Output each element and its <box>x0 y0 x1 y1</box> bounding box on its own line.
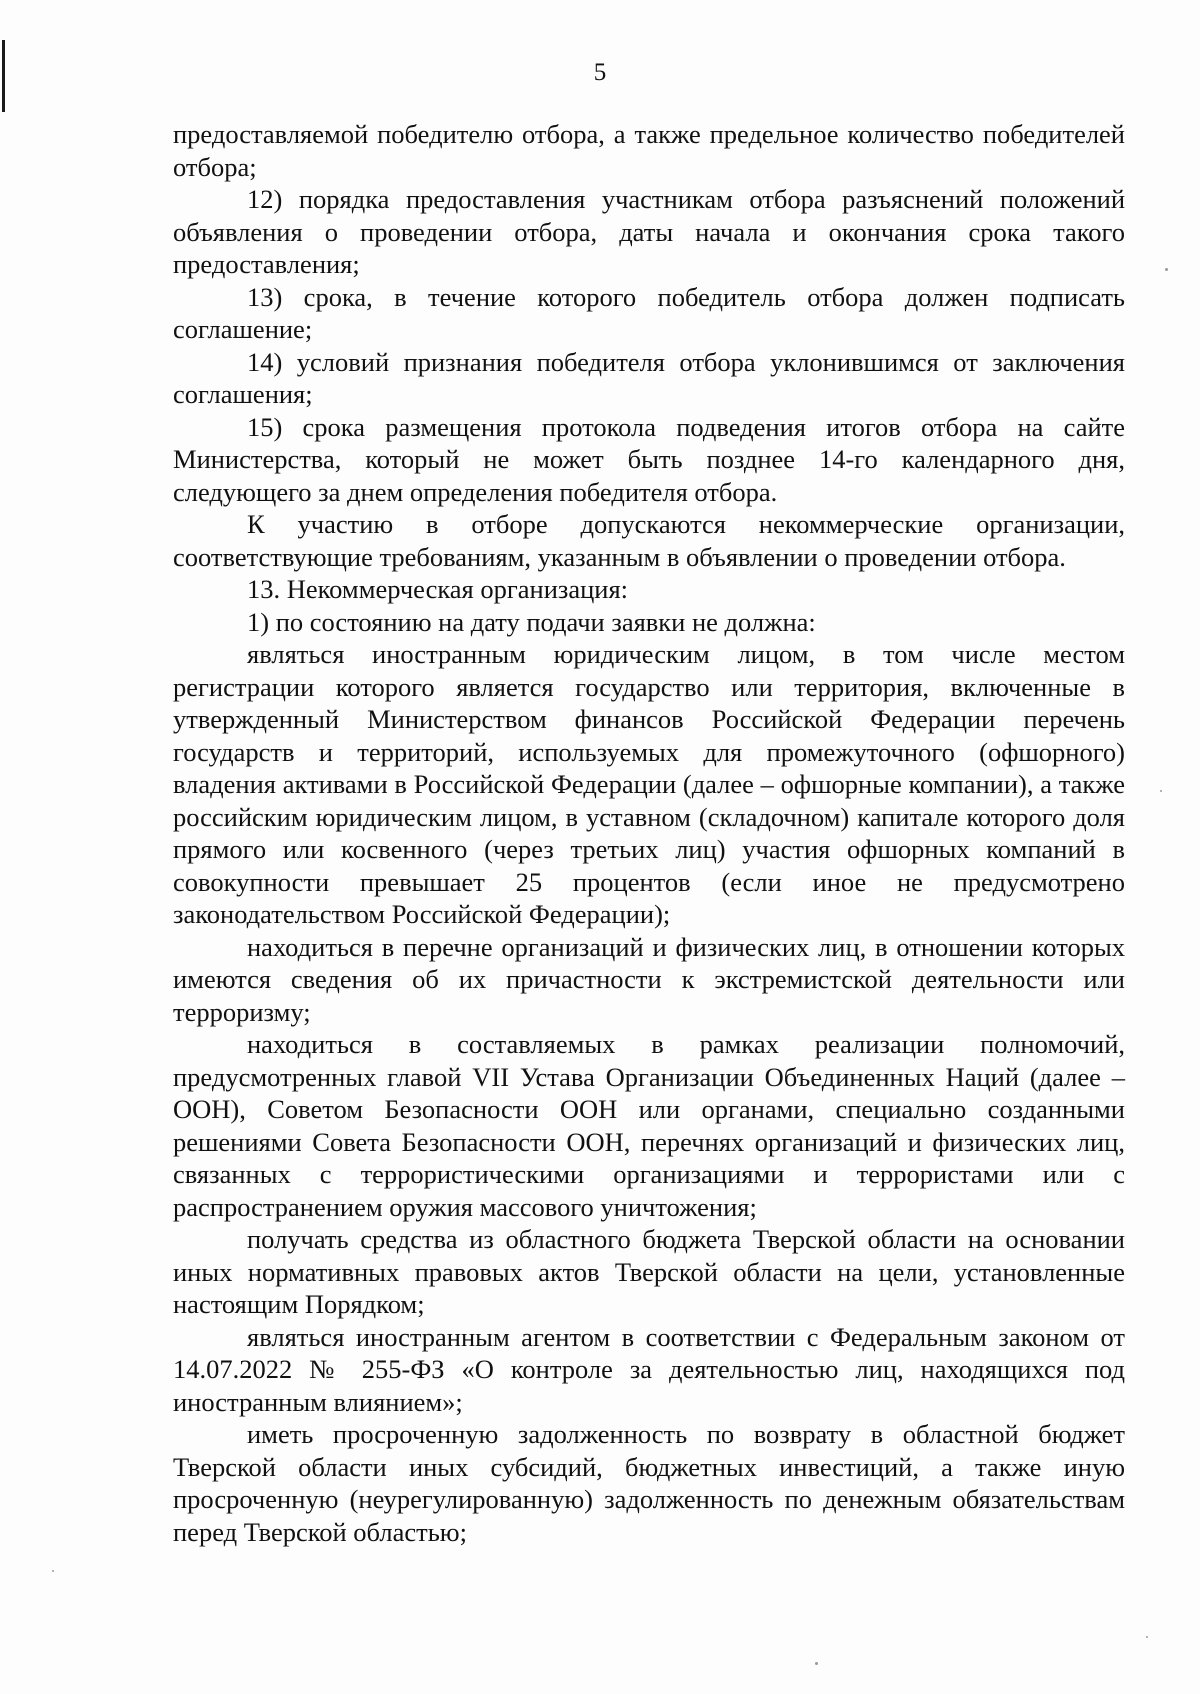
subsection-1-heading: 1) по состоянию на дату подачи заявки не должна: <box>247 606 816 637</box>
paragraph-item-15: 15) срока размещения протокола подведения итогов отбора на сайте Министерства, который не может быть позднее 14-го календарного дня, следующего за днем определения победителя отбора. <box>173 411 1125 507</box>
scan-speck <box>815 1662 818 1665</box>
paragraph-item-12: 12) порядка предоставления участникам отбора разъяснений положений объявления о проведении отбора, даты начала и окончания срока такого предоставления; <box>173 184 1125 279</box>
scan-speck <box>1146 1636 1148 1638</box>
scan-speck <box>1160 790 1162 792</box>
document-body <box>173 118 1125 1548</box>
section-13-heading: 13. Некоммерческая организация: <box>247 574 629 604</box>
requirement-foreign-agent: являться иностранным агентом в соответствии с Федеральным законом от 14.07.2022 № 255-ФЗ «О контроле за деятельностью лиц, находящихся под иностранным влиянием»; <box>173 1321 1125 1417</box>
paragraph-item-13: 13) срока, в течение которого победитель отбора должен подписать соглашение; <box>173 281 1125 344</box>
requirement-overdue-debt: иметь просроченную задолженность по возврату в областной бюджет Тверской области иных субсидий, бюджетных инвестиций, а также иную просроченную (неурегулированную) задолженность по денежным обязательствам перед Тверской областью; <box>173 1419 1125 1547</box>
requirement-foreign-entity: являться иностранным юридическим лицом, в том числе местом регистрации которого является государство или территория, включенные в утвержденный Министерством финансов Российской Федерации перечень государств и территорий, используемых для промежуточного (офшорного) владения активами в Российской Федерации (далее – офшорные компании), а также российским юридическим лицом, в уставном (складочном) капитале которого доля прямого или косвенного (через третьих лиц) участия офшорных компаний в совокупности превышает 25 процентов (если иное не предусмотрено законодательством Российской Федерации); <box>173 639 1125 929</box>
scan-speck <box>1165 268 1168 271</box>
requirement-other-funding: получать средства из областного бюджета Тверской области на основании иных нормативных правовых актов Тверской области на цели, установленные настоящим Порядком; <box>173 1224 1125 1319</box>
requirement-un-list: находиться в составляемых в рамках реализации полномочий, предусмотренных главой VII Устава Организации Объединенных Наций (далее – ООН), Советом Безопасности ООН или органами, специально созданными решениями Совета Безопасности ООН, перечнях организаций и физических лиц, связанных с террористическими организациями и террористами или с распространением оружия массового уничтожения; <box>173 1029 1125 1222</box>
paragraph-item-14: 14) условий признания победителя отбора уклонившимся от заключения соглашения; <box>173 346 1125 409</box>
scan-speck <box>52 1570 54 1572</box>
page-number: 5 <box>593 59 607 86</box>
requirement-extremism-list: находиться в перечне организаций и физических лиц, в отношении которых имеются сведения об их причастности к экстремистской деятельности или терроризму; <box>173 931 1125 1027</box>
paragraph-participation: К участию в отборе допускаются некоммерческие организации, соответствующие требованиям, указанным в объявлении о проведении отбора. <box>173 509 1125 572</box>
paragraph-continuation: предоставляемой победителю отбора, а также предельное количество победителей отбора; <box>173 119 1125 182</box>
